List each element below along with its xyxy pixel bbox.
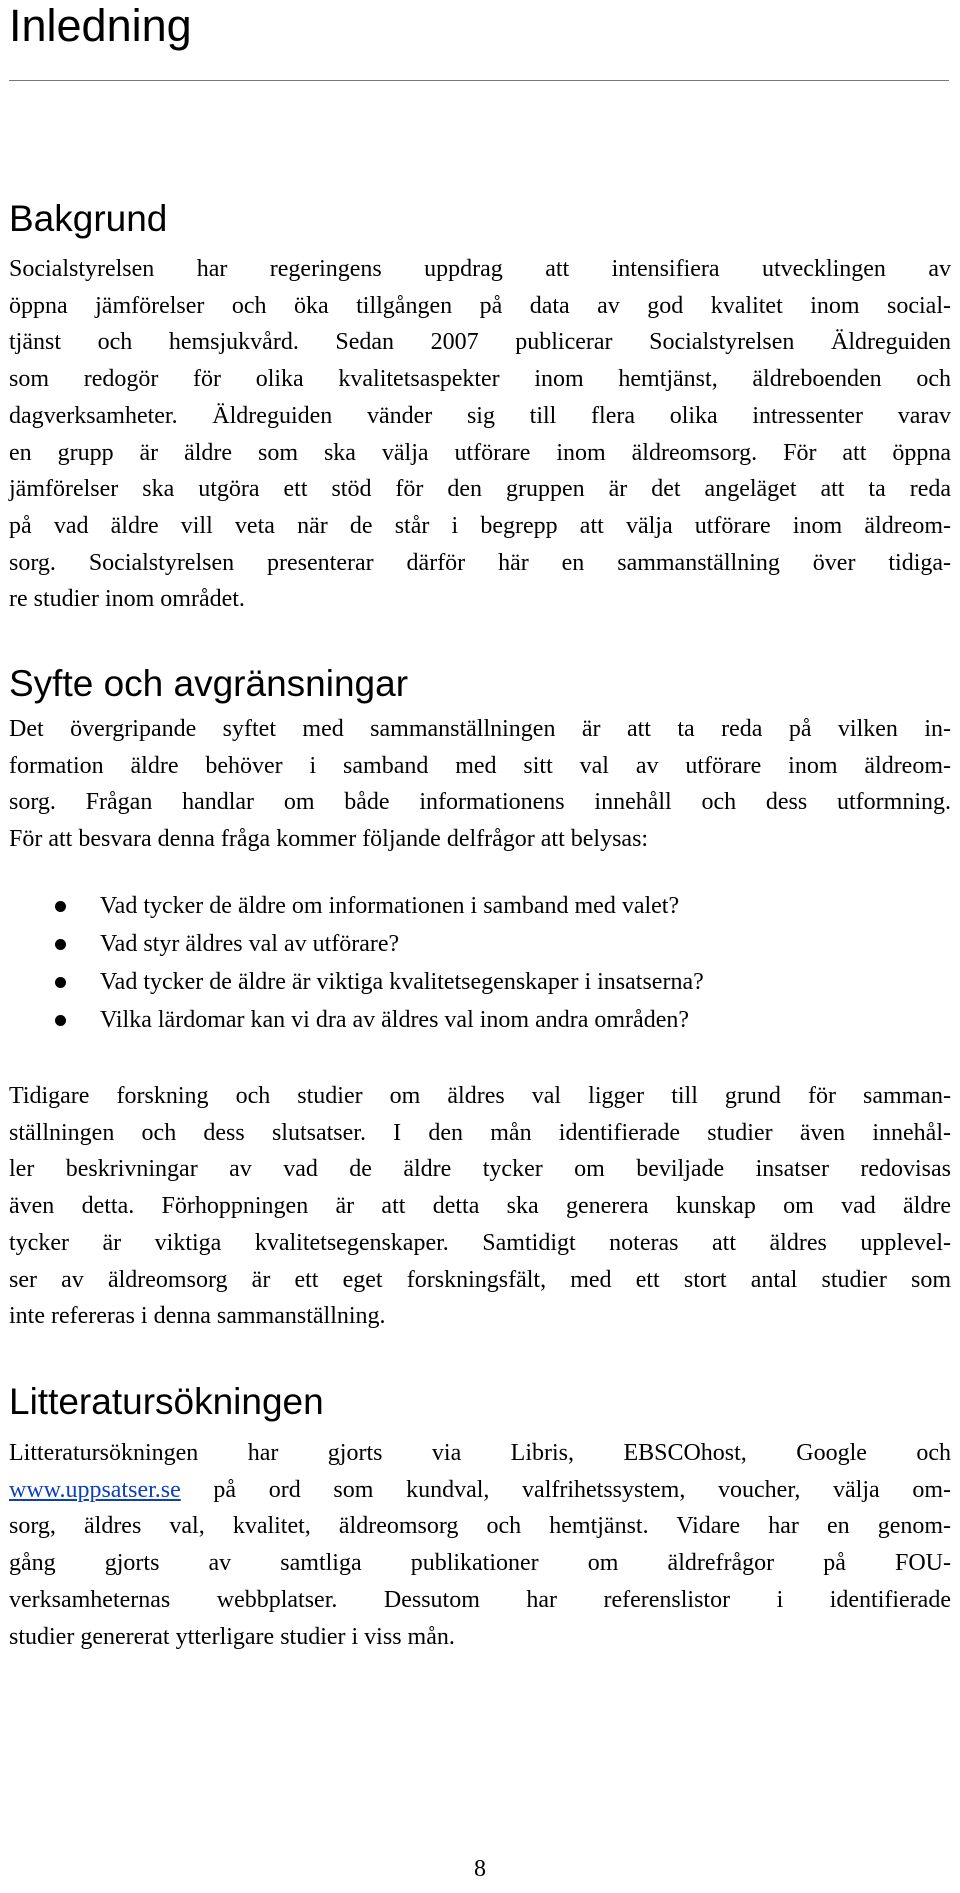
- bullet-icon: [55, 901, 66, 912]
- text-line: inte refereras i denna sammanställning.: [9, 1303, 386, 1330]
- text-line: Tidigare forskning och studier om äldres val ligger till grund för samman-: [9, 1083, 951, 1109]
- list-item-text: Vad styr äldres val av utförare?: [100, 931, 400, 957]
- text-line: sorg, äldres val, kvalitet, äldreomsorg och hemtjänst. Vidare har en genom-: [9, 1513, 951, 1540]
- text-line: formation äldre behöver i samband med sitt val av utförare inom äldreom-: [9, 752, 951, 779]
- bullet-icon: [55, 939, 66, 950]
- paragraph-litteratur: [9, 1435, 951, 1655]
- list-item: [0, 964, 960, 1000]
- text-line: För att besvara denna fråga kommer följande delfrågor att belysas:: [9, 826, 649, 853]
- text-line: en grupp är äldre som ska välja utförare inom äldreomsorg. För att öppna: [9, 439, 951, 466]
- text-line-with-link: [9, 1472, 951, 1509]
- text-line: ler beskrivningar av vad de äldre tycker om beviljade insatser redovisas: [9, 1156, 951, 1183]
- text-line: studier genererat ytterligare studier i viss mån.: [9, 1623, 455, 1650]
- text-line: som redogör för olika kvalitetsaspekter inom hemtjänst, äldreboenden och: [9, 366, 951, 393]
- text-line: jämförelser ska utgöra ett stöd för den gruppen är det angeläget att ta reda: [9, 476, 951, 503]
- text-line: tycker är viktiga kvalitetsegenskaper. Samtidigt noteras att äldres upplevel-: [9, 1229, 951, 1256]
- text-line: gång gjorts av samtliga publikationer om äldrefrågor på FOU-: [9, 1550, 951, 1577]
- bullet-icon: [55, 977, 66, 988]
- list-item-text: Vilka lärdomar kan vi dra av äldres val inom andra områden?: [100, 1007, 689, 1033]
- text-line: verksamheternas webbplatser. Dessutom har referenslistor i identifierade: [9, 1586, 951, 1613]
- text-line: Litteratursökningen har gjorts via Libris, EBSCOhost, Google och: [9, 1440, 951, 1466]
- text-line: Det övergripande syftet med sammanställningen är att ta reda på vilken in-: [9, 716, 951, 742]
- heading-rule: [9, 80, 949, 81]
- section-heading-syfte: Syfte och avgränsningar: [9, 663, 409, 704]
- text-line: ser av äldreomsorg är ett eget forskningsfält, med ett stort antal studier som: [9, 1266, 951, 1293]
- uppsatser-link[interactable]: www.uppsatser.se: [9, 1476, 181, 1503]
- paragraph-bakgrund: [9, 251, 951, 618]
- list-item-text: Vad tycker de äldre är viktiga kvalitetsegenskaper i insatserna?: [100, 969, 704, 995]
- text-line-rest: på ord som kundval, valfrihetssystem, voucher, välja om-: [180, 1476, 951, 1503]
- paragraph-syfte-forskning: [9, 1078, 951, 1335]
- page-number: 8: [474, 1856, 486, 1882]
- text-line: dagverksamheter. Äldreguiden vänder sig till flera olika intressenter varav: [9, 402, 951, 429]
- text-line: även detta. Förhoppningen är att detta ska generera kunskap om vad äldre: [9, 1193, 951, 1220]
- text-line: re studier inom området.: [9, 586, 245, 613]
- bullet-icon: [55, 1015, 66, 1026]
- list-item: [0, 888, 960, 924]
- text-line: Socialstyrelsen har regeringens uppdrag att intensifiera utvecklingen av: [9, 256, 951, 282]
- text-line: tjänst och hemsjukvård. Sedan 2007 publicerar Socialstyrelsen Äldreguiden: [9, 329, 951, 356]
- list-item: [0, 926, 960, 962]
- section-heading-bakgrund: Bakgrund: [9, 198, 168, 239]
- list-item-text: Vad tycker de äldre om informationen i samband med valet?: [100, 893, 680, 919]
- text-line: sorg. Socialstyrelsen presenterar därför här en sammanställning över tidiga-: [9, 549, 951, 576]
- text-line: öppna jämförelser och öka tillgången på data av god kvalitet inom social-: [9, 292, 951, 319]
- chapter-heading: Inledning: [9, 0, 192, 51]
- text-line: sorg. Frågan handlar om både informationens innehåll och dess utformning.: [9, 789, 951, 816]
- section-heading-litteratur: Litteratursökningen: [9, 1381, 324, 1422]
- paragraph-syfte-intro: [9, 711, 951, 858]
- text-line: på vad äldre vill veta när de står i begrepp att välja utförare inom äldreom-: [9, 512, 951, 539]
- list-item: [0, 1002, 960, 1038]
- text-line: ställningen och dess slutsatser. I den mån identifierade studier även innehål-: [9, 1119, 951, 1146]
